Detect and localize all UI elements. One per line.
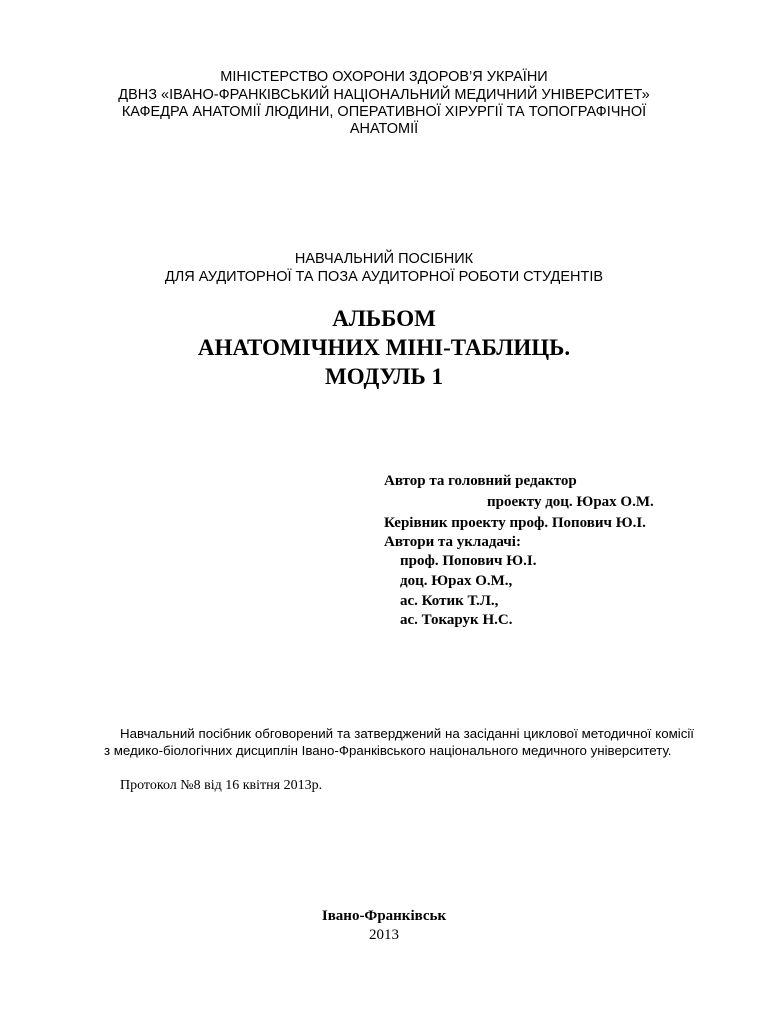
protocol-line [104,777,694,794]
footer-year: 2013 [369,927,399,943]
compiler-item: доц. Юрах О.М., [400,573,513,589]
footer-city: Івано-Франківськ [321,908,447,924]
department-heading-line1: КАФЕДРА АНАТОМІЇ ЛЮДИНИ, ОПЕРАТИВНОЇ ХІРУРГІЇ ТА ТОПОГРАФІЧНОЇ [121,104,647,120]
compiler-item: ас. Токарук Н.С. [400,612,513,628]
approval-paragraph [104,725,694,759]
department-heading-line2: АНАТОМІЇ [349,121,419,137]
title-line2: АНАТОМІЧНИХ МІНІ-ТАБЛИЦЬ. [197,335,571,360]
ministry-heading: МІНІСТЕРСТВО ОХОРОНИ ЗДОРОВ’Я УКРАЇНИ [220,69,548,85]
compiler-item: ас. Котик Т.Л., [400,593,499,609]
compilers-label: Автори та укладачі: [384,534,521,550]
title-line1: АЛЬБОМ [332,306,436,331]
editor-label: Автор та головний редактор [384,473,577,489]
approval-text: Навчальний посібник обговорений та затверджений на засіданні циклової методичної комісії з медико-біологічних дисциплін Івано-Франківського національного медичного університету. [104,726,694,758]
university-heading: ДВНЗ «ІВАНО-ФРАНКІВСЬКИЙ НАЦІОНАЛЬНИЙ МЕДИЧНИЙ УНІВЕРСИТЕТ» [118,87,650,103]
editor-name: проекту доц. Юрах О.М. [487,494,654,510]
project-manager: Керівник проекту проф. Попович Ю.І. [384,515,646,531]
protocol-text: Протокол №8 від 16 квітня 2013р. [120,778,323,793]
compiler-item: проф. Попович Ю.І. [400,553,537,569]
title-line3: МОДУЛЬ 1 [325,364,443,389]
subtitle-line1: НАВЧАЛЬНИЙ ПОСІБНИК [294,251,474,267]
subtitle-line2: ДЛЯ АУДИТОРНОЇ ТА ПОЗА АУДИТОРНОЇ РОБОТИ СТУДЕНТІВ [164,269,604,285]
